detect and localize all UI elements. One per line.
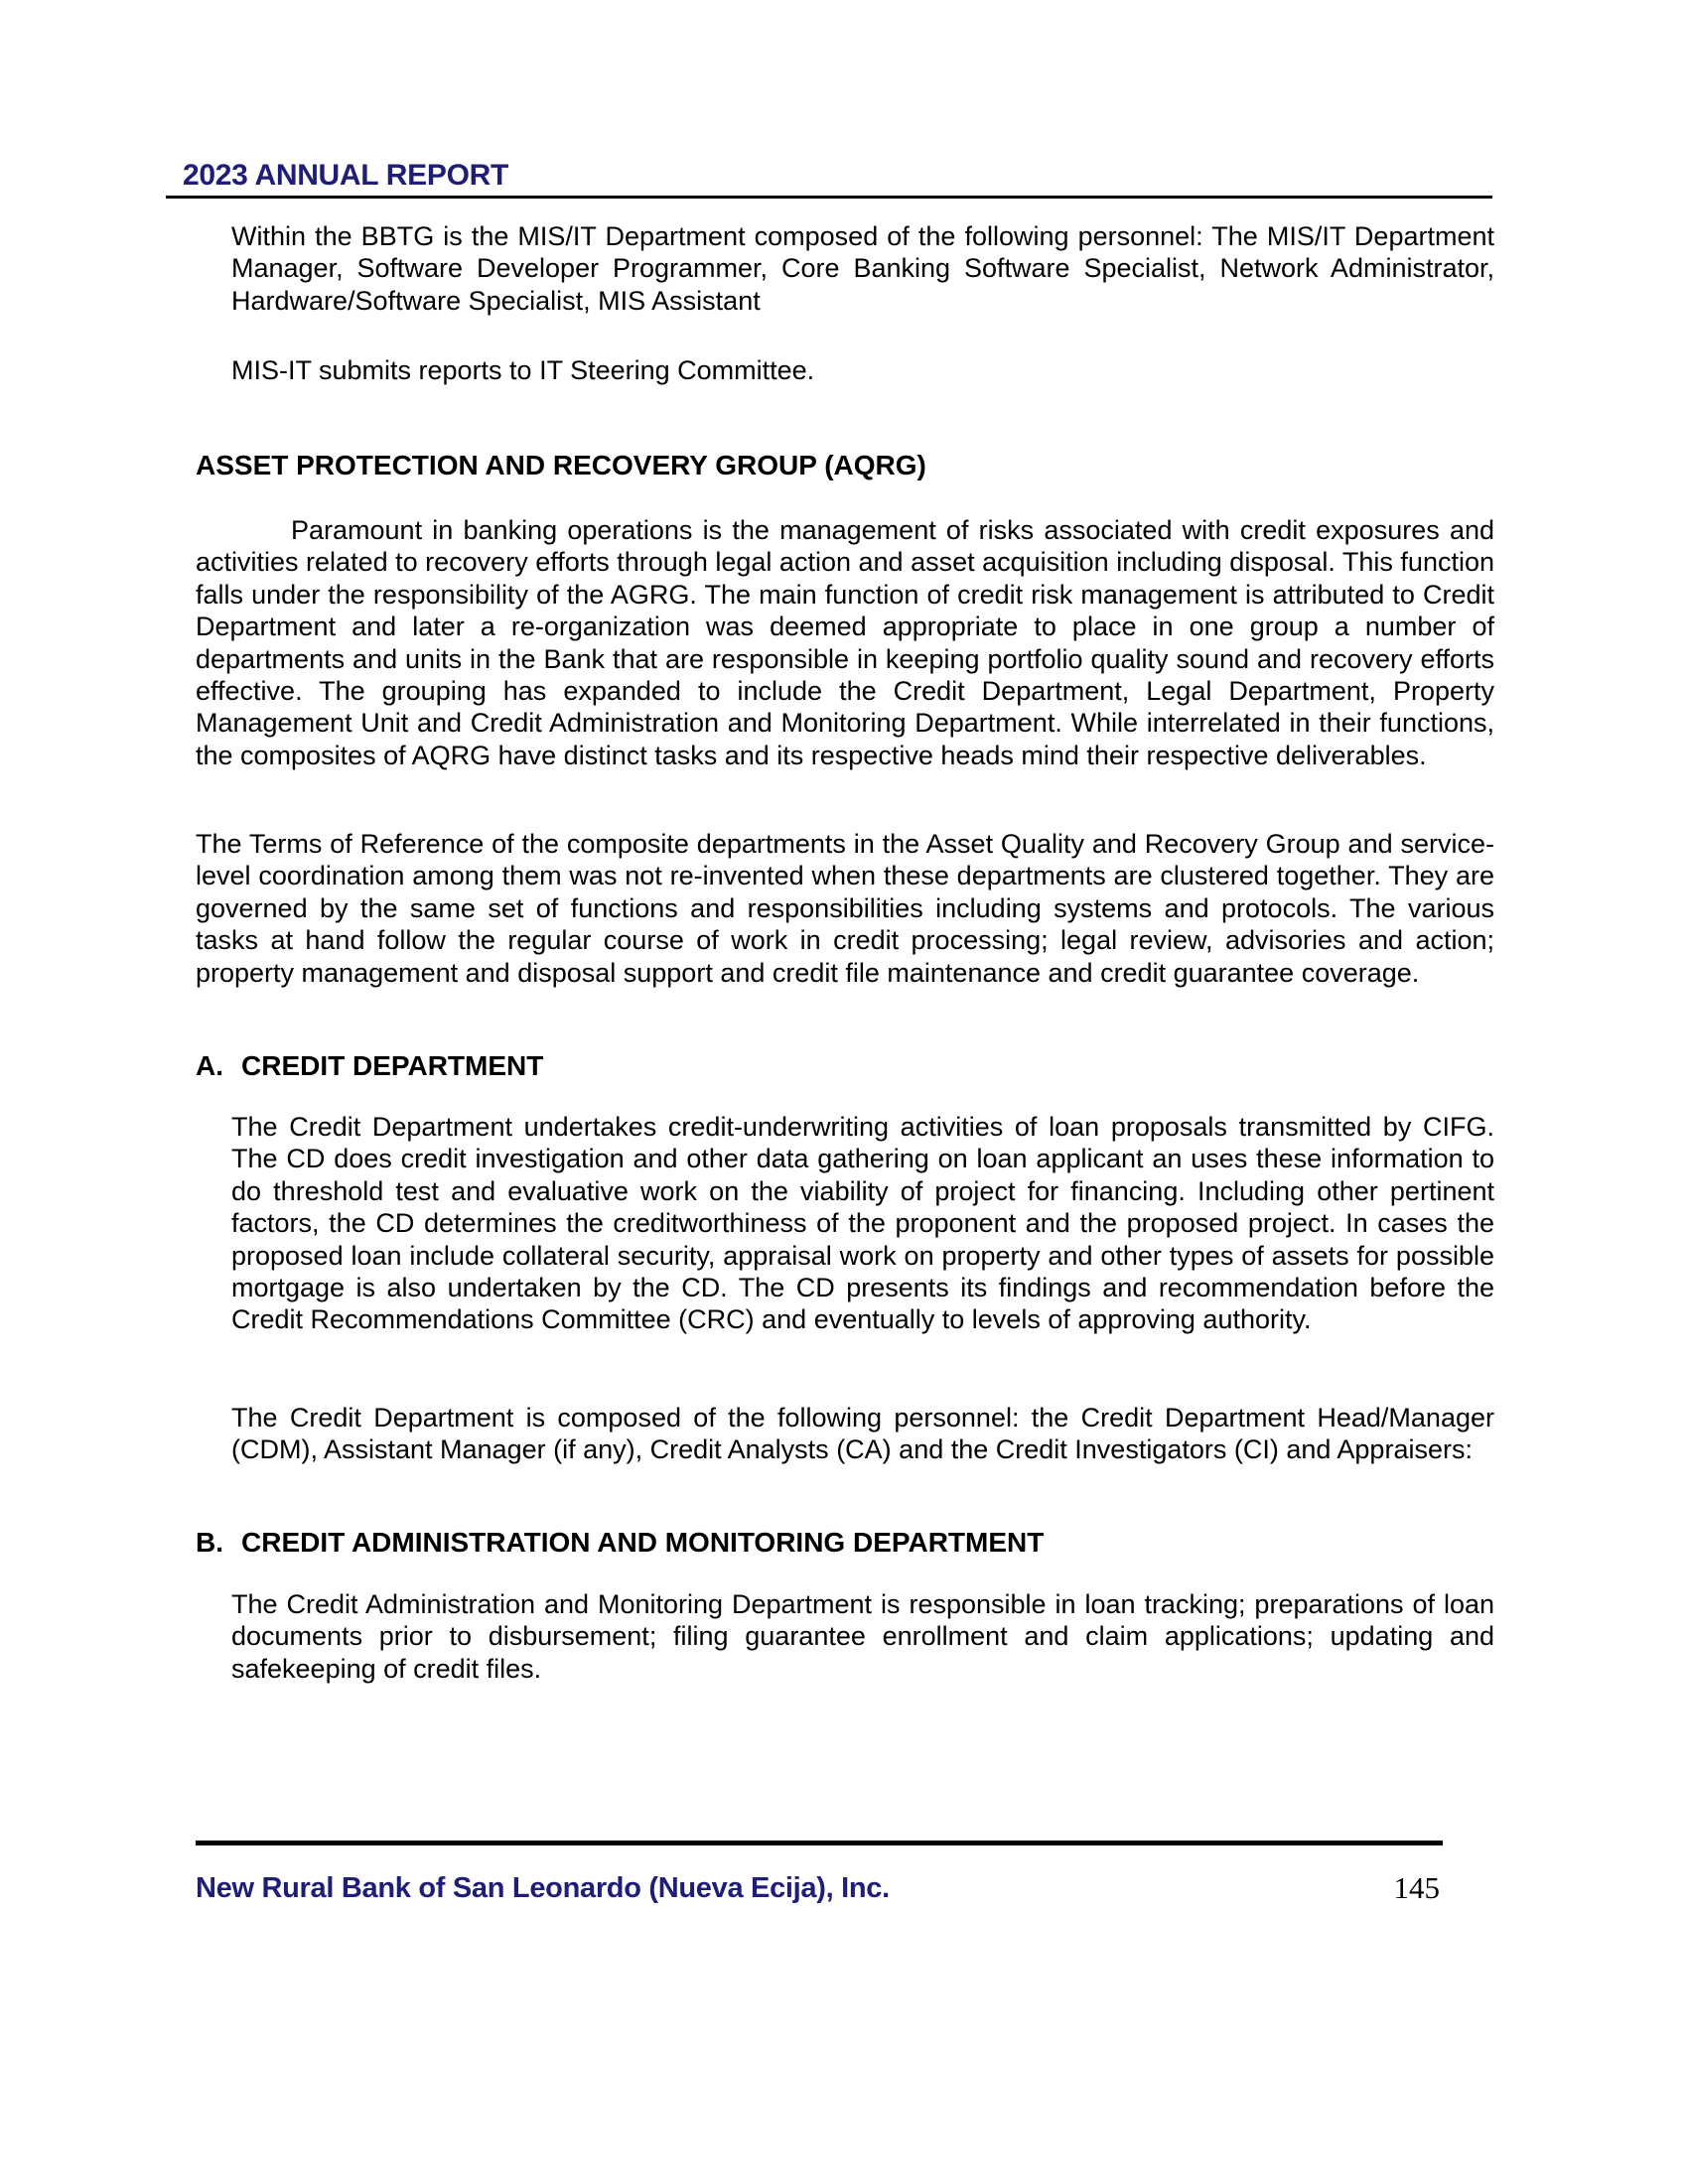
intro-paragraph-mis-it: MIS-IT submits reports to IT Steering Committee. xyxy=(231,355,815,385)
page-header-title: 2023 ANNUAL REPORT xyxy=(183,159,509,192)
credit-department-paragraph-2: The Credit Department is composed of the following personnel: the Credit Department Head/Manager (CDM), Assistant Manager (if any), Credit Analysts (CA) and the Credit Investigators (CI) and Appraisers: xyxy=(231,1403,1494,1465)
camd-paragraph-1: The Credit Administration and Monitoring Department is responsible in loan tracking; preparations of loan documents prior to disbursement; filing guarantee enrollment and claim applications; updating and safekeeping of credit files. xyxy=(231,1589,1494,1684)
aqrg-paragraph-1: Paramount in banking operations is the management of risks associated with credit exposures and activities related to recovery efforts through legal action and asset acquisition including disposal. This function falls under the responsibility of the AGRG. The main function of credit risk management is attributed to Credit Department and later a re-organization was deemed appropriate to place in one group a number of departments and units in the Bank that are responsible in keeping portfolio quality sound and recovery efforts effective. The grouping has expanded to include the Credit Department, Legal Department, Property Management Unit and Credit Administration and Monitoring Department. While interrelated in their functions, the composites of AQRG have distinct tasks and its respective heads mind their respective deliverables. xyxy=(196,515,1494,770)
page-number: 145 xyxy=(1393,1870,1440,1905)
intro-paragraph-bbtg: Within the BBTG is the MIS/IT Department composed of the following personnel: The MIS/IT Department Manager, Software Developer Programmer, Core Banking Software Specialist, Network Administrator, Hardware/Software Specialist, MIS Assistant xyxy=(231,221,1494,316)
credit-department-paragraph-1: The Credit Department undertakes credit-underwriting activities of loan proposals transmitted by CIFG. The CD does credit investigation and other data gathering on loan applicant an uses these information to do threshold test and evaluative work on the viability of project for financing. Including other pertinent factors, the CD determines the creditworthiness of the proponent and the proposed project. In cases the proposed loan include collateral security, appraisal work on property and other types of assets for possible mortgage is also undertaken by the CD. The CD presents its findings and recommendation before the Credit Recommendations Committee (CRC) and eventually to levels of approving authority. xyxy=(231,1112,1494,1335)
subsection-a-title: CREDIT DEPARTMENT xyxy=(241,1050,544,1081)
header-rule xyxy=(166,196,1492,199)
subsection-a-marker: A. xyxy=(196,1050,223,1081)
aqrg-paragraph-2: The Terms of Reference of the composite departments in the Asset Quality and Recovery Group and service-level coordination among them was not re-invented when these departments are clustered together. They are governed by the same set of functions and responsibilities including systems and protocols. The various tasks at hand follow the regular course of work in credit processing; legal review, advisories and action; property management and disposal support and credit file maintenance and credit guarantee coverage. xyxy=(196,829,1494,988)
subsection-heading-b xyxy=(196,1526,1044,1560)
subsection-b-marker: B. xyxy=(196,1527,223,1558)
footer-rule xyxy=(196,1841,1443,1845)
subsection-heading-a xyxy=(196,1049,543,1083)
subsection-b-title: CREDIT ADMINISTRATION AND MONITORING DEPARTMENT xyxy=(241,1527,1045,1558)
section-heading-aqrg: ASSET PROTECTION AND RECOVERY GROUP (AQRG) xyxy=(196,450,926,480)
footer-bank-name: New Rural Bank of San Leonardo (Nueva Ecija), Inc. xyxy=(196,1872,890,1904)
